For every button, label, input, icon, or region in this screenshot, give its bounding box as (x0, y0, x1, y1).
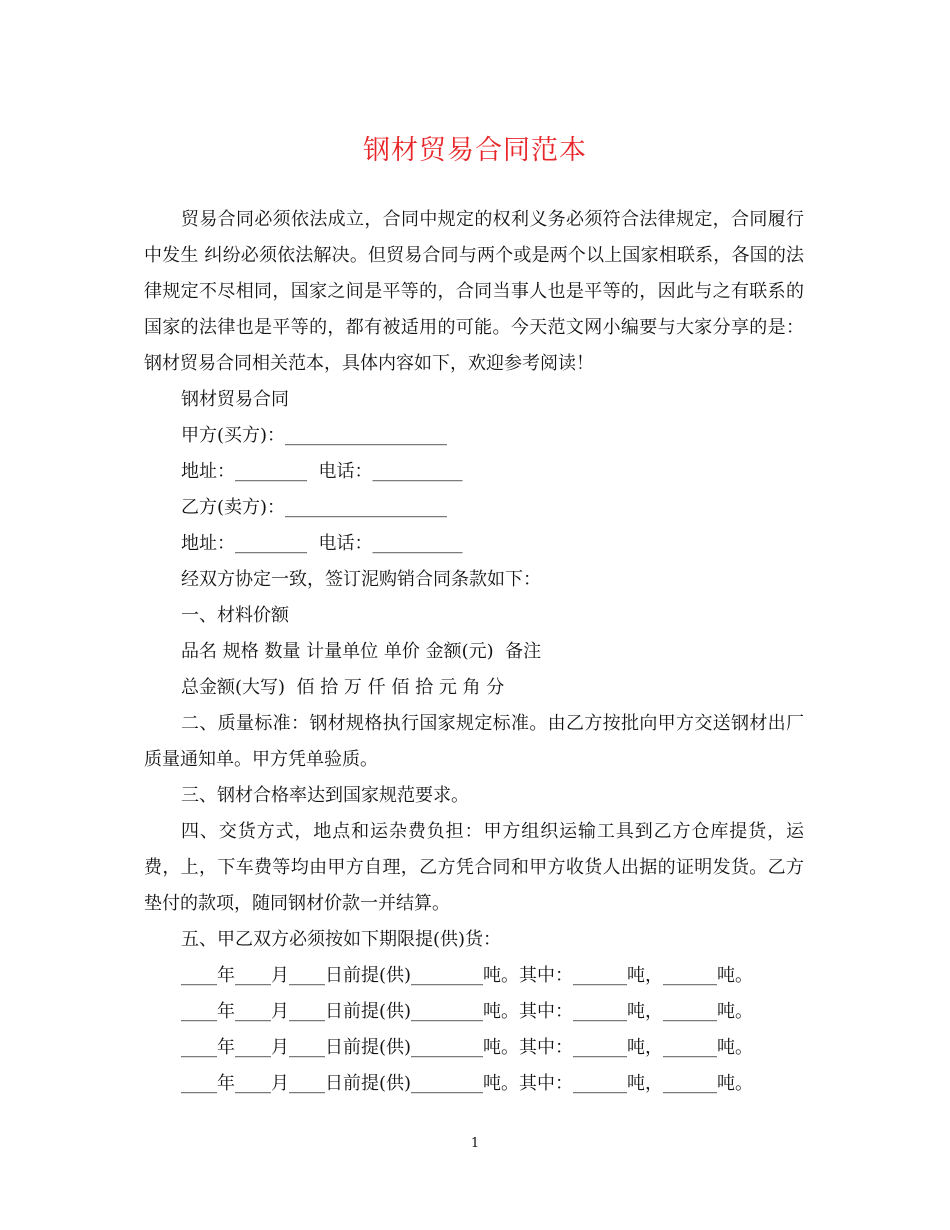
agreement-line: 经双方协定一致，签订泥购销合同条款如下： (181, 569, 541, 590)
intro-paragraph: 贸易合同必须依法成立，合同中规定的权利义务必须符合法律规定，合同履行中发生 纠纷必须依法解决。但贸易合同与两个或是两个以上国家相联系，各国的法律规定不尽相同，国家之间是平等的，合同当事人也是平等的，因此与之有联系的国家的法律也是平等的，都有被适用的可能。今天范文网小编要与大家分享的是：钢材贸易合同相关范本，具体内容如下，欢迎参考阅读！ (144, 209, 804, 374)
section-3-paragraph: 三、钢材合格率达到国家规范要求。 (181, 785, 469, 806)
document-body (144, 202, 804, 1102)
price-table-header: 品名 规格 数量 计量单位 单价 金额(元) 备注 (181, 641, 542, 662)
section-2-paragraph: 二、质量标准：钢材规格执行国家规定标准。由乙方按批向甲方交送钢材出厂质量通知单。甲方凭单验质。 (144, 713, 804, 770)
total-amount-line: 总金额(大写) 佰 拾 万 仟 佰 拾 元 角 分 (181, 677, 505, 698)
delivery-row: ____年____月____日前提(供)________吨。其中：______吨，______吨。 (181, 1001, 754, 1022)
contract-name: 钢材贸易合同 (181, 389, 289, 410)
party-a-address-line: 地址：________ 电话：__________ (181, 461, 463, 482)
party-a-line: 甲方(买方)：__________________ (181, 425, 448, 446)
section-5-heading: 五、甲乙双方必须按如下期限提(供)货： (181, 929, 502, 950)
delivery-row: ____年____月____日前提(供)________吨。其中：______吨，______吨。 (181, 1073, 754, 1094)
delivery-row: ____年____月____日前提(供)________吨。其中：______吨，______吨。 (181, 965, 754, 986)
party-b-address-line: 地址：________ 电话：__________ (181, 533, 463, 554)
page-number: 1 (470, 1136, 480, 1151)
section-1-heading: 一、材料价额 (181, 605, 289, 626)
document-title: 钢材贸易合同范本 (363, 135, 587, 166)
section-4-paragraph: 四、交货方式，地点和运杂费负担：甲方组织运输工具到乙方仓库提货，运费，上，下车费等均由甲方自理，乙方凭合同和甲方收货人出据的证明发货。乙方垫付的款项，随同钢材价款一并结算。 (144, 821, 804, 914)
party-b-line: 乙方(卖方)：__________________ (181, 497, 448, 518)
delivery-row: ____年____月____日前提(供)________吨。其中：______吨，______吨。 (181, 1037, 754, 1058)
